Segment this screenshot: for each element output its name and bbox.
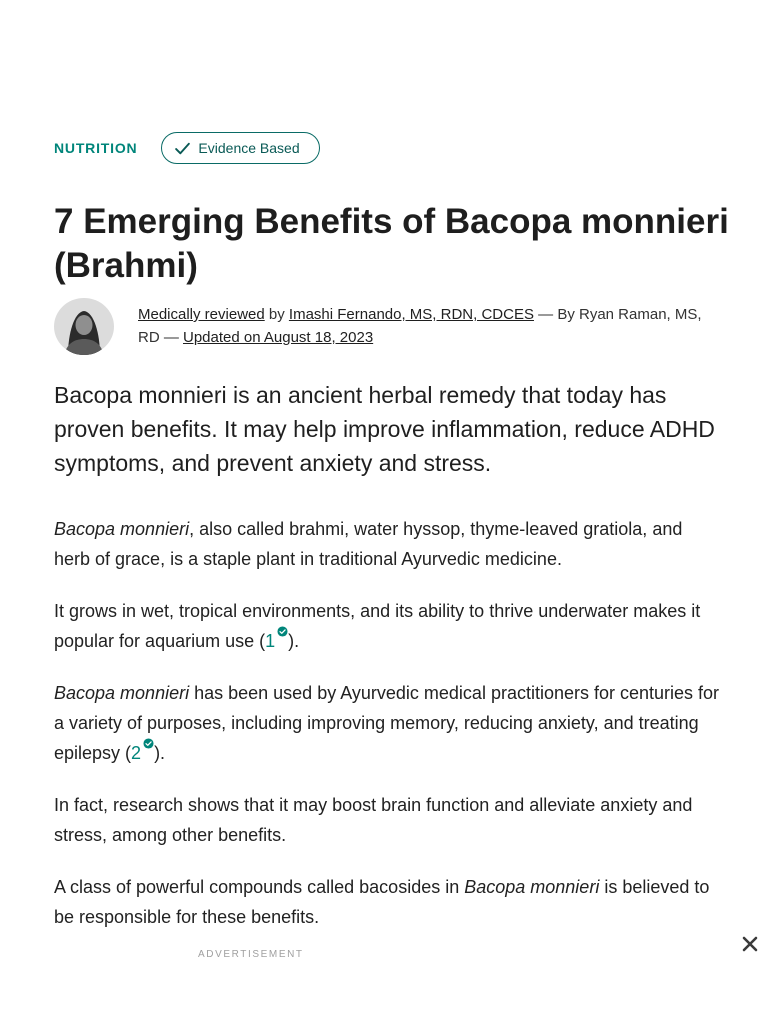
article-body (54, 378, 722, 954)
paragraph-3 (54, 678, 722, 768)
author-text: — By Ryan Raman, MS, RD — (138, 306, 702, 346)
byline (54, 298, 724, 355)
close-icon (742, 936, 758, 952)
citation-number: 2 (131, 743, 142, 763)
article-title: 7 Emerging Benefits of Bacopa monnieri (Brahmi) (54, 202, 729, 285)
paragraph-5 (54, 872, 722, 932)
paragraph-text: ). (154, 743, 166, 763)
checkmark-icon (174, 140, 191, 157)
citation-number: 1 (265, 631, 276, 651)
medically-reviewed-link[interactable]: Medically reviewed (138, 306, 265, 323)
paragraph-1 (54, 514, 722, 574)
plant-name-italic: Bacopa monnieri (464, 877, 600, 897)
updated-date-link[interactable]: Updated on August 18, 2023 (183, 329, 374, 346)
paragraph-2 (54, 596, 722, 656)
reviewer-avatar[interactable] (54, 298, 114, 355)
category-link[interactable]: NUTRITION (54, 140, 138, 156)
article-lede: Bacopa monnieri is an ancient herbal remedy that today has proven benefits. It may help improve inflammation, reduce ADHD symptoms, and prevent anxiety and stress. (54, 382, 715, 476)
citation-link[interactable] (131, 743, 154, 763)
paragraph-text: It grows in wet, tropical environments, and its ability to thrive underwater makes it popular for aquarium use ( (54, 601, 701, 651)
article-header-tags (54, 132, 320, 164)
close-ad-button[interactable] (736, 930, 764, 958)
badge-label: Evidence Based (198, 140, 300, 156)
paragraph-text: A class of powerful compounds called bacosides in (54, 877, 465, 897)
verified-check-icon (143, 738, 154, 749)
plant-name-italic: Bacopa monnieri (54, 519, 190, 539)
reviewer-link[interactable]: Imashi Fernando, MS, RDN, CDCES (288, 306, 534, 323)
citation-link[interactable] (265, 631, 288, 651)
paragraph-text: , also called brahmi, water hyssop, thyme-leaved gratiola, and herb of grace, is a staple plant in traditional Ayurvedic medicine. (54, 519, 683, 569)
paragraph-text: has been used by Ayurvedic medical practitioners for centuries for a variety of purposes, including improving memory, reducing anxiety, and treating epilepsy ( (54, 683, 720, 763)
verified-check-icon (277, 626, 288, 637)
paragraph-4: In fact, research shows that it may boost brain function and alleviate anxiety and stress, among other benefits. (54, 795, 693, 845)
paragraph-text: ). (288, 631, 300, 651)
paragraph-text: is believed to be responsible for these benefits. (54, 877, 710, 927)
plant-name-italic: Bacopa monnieri (54, 683, 190, 703)
byline-text (138, 298, 724, 355)
evidence-based-badge[interactable] (161, 132, 319, 164)
byline-by-text: by (264, 306, 289, 323)
advertisement-label: ADVERTISEMENT (198, 949, 304, 960)
